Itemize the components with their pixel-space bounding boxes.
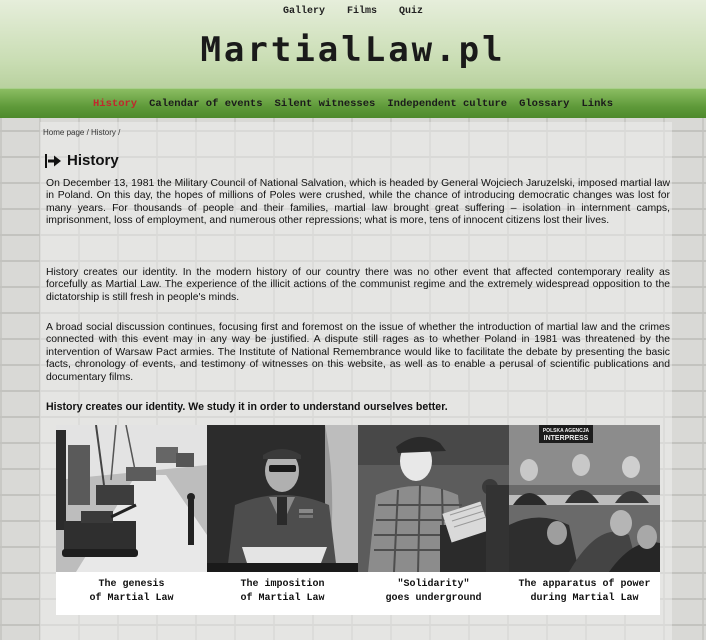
site-header — [0, 0, 706, 88]
page-heading: History — [67, 152, 119, 169]
page-title — [45, 152, 119, 169]
intro-paragraph: On December 13, 1981 the Military Council of National Salvation, which is headed by General Wojciech Jaruzelski, imposed martial law in Poland. On this day, the hopes of millions of Poles were crushed, while the chance of introducing democratic changes was lost for many years. For thousands of people and their families, martial law brought great suffering – isolation in internment camps, imprisonment, loss of employment, and numerous other repressions; what is more, tens of innocent citizens lost their lives. — [46, 178, 670, 227]
press-conference-photo — [509, 425, 660, 572]
printer-photo — [358, 425, 509, 572]
top-nav-films[interactable]: Films — [346, 6, 377, 17]
tile-apparatus-caption: The apparatus of power during Martial Law — [518, 579, 651, 604]
tile-solidarity[interactable] — [358, 425, 509, 615]
sign-line-1: POLSKA AGENCJA — [542, 428, 590, 434]
main-content — [40, 122, 672, 640]
main-nav-history[interactable]: History — [92, 97, 138, 110]
arrow-right-icon — [45, 154, 61, 168]
identity-paragraph: History creates our identity. In the modern history of our country there was no other event that affected contemporary reality as forcefully as Martial Law. The experience of the illicit actions of the communist regime and the extremely widespread opposition to the dictatorship is still fresh in people's minds. — [46, 267, 670, 303]
top-nav — [0, 6, 706, 17]
site-logo[interactable]: MartialLaw.pl — [200, 30, 506, 70]
top-nav-quiz[interactable]: Quiz — [399, 6, 424, 17]
tile-solidarity-caption: "Solidarity" goes underground — [385, 579, 482, 604]
tile-genesis[interactable] — [56, 425, 207, 615]
topic-gallery — [56, 425, 660, 615]
discussion-paragraph: A broad social discussion continues, focusing first and foremost on the issue of whether the introduction of martial law and the crimes connected with this event may in any way be justified. A dispute still rages as to whether Poland in 1981 was threatened by the intervention of Warsaw Pact armies. The Institute of National Remembrance would like to facilitate the debate by presenting the basic facts, chronology of events, and testimony of witnesses on this website, as well as to enable a perusal of scientific publications and documentary films. — [46, 322, 670, 383]
tile-genesis-caption: The genesis of Martial Law — [89, 579, 174, 604]
sign-line-2: INTERPRESS — [543, 435, 589, 442]
general-photo — [207, 425, 358, 572]
tile-imposition-caption: The imposition of Martial Law — [240, 579, 325, 604]
tile-apparatus[interactable] — [509, 425, 660, 615]
tagline: History creates our identity. We study it in order to understand ourselves better. — [46, 401, 448, 413]
breadcrumb: Home page / History / — [43, 128, 121, 137]
top-nav-gallery[interactable]: Gallery — [282, 6, 325, 17]
main-nav-calendar-of-events[interactable]: Calendar of events — [149, 97, 263, 110]
main-nav-links[interactable]: Links — [581, 97, 614, 110]
main-nav-independent-culture[interactable]: Independent culture — [387, 97, 508, 110]
tile-imposition[interactable] — [207, 425, 358, 615]
main-nav — [0, 88, 706, 118]
tanks-photo — [56, 425, 207, 572]
main-nav-glossary[interactable]: Glossary — [519, 97, 570, 110]
main-nav-silent-witnesses[interactable]: Silent witnesses — [274, 97, 376, 110]
